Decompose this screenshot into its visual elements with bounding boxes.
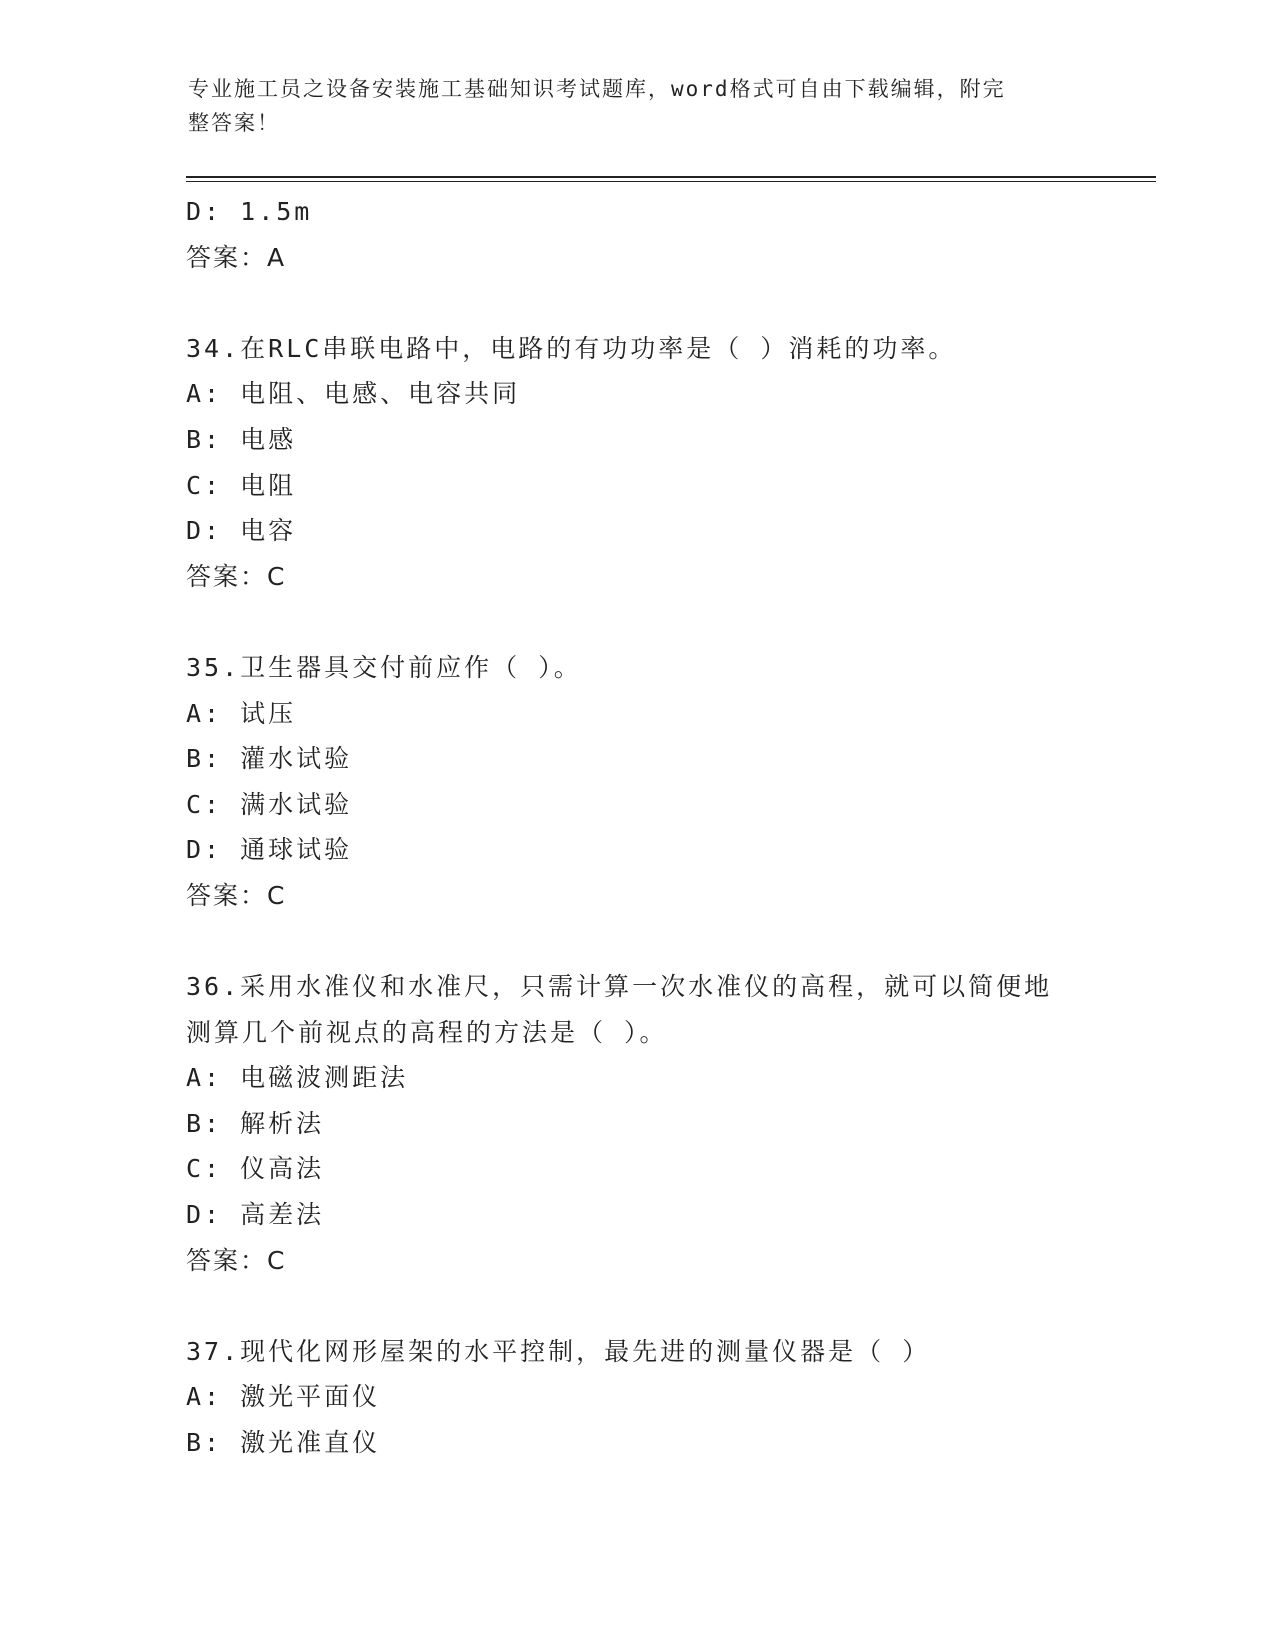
answer-line: 答案：C [186,561,287,591]
option-d: D: 通球试验 [186,835,353,865]
option-c: C: 电阻 [186,470,297,500]
option-b: B: 灌水试验 [186,744,353,774]
option-d: D: 电容 [186,516,297,546]
question-text: 34.在RLC串联电路中，电路的有功功率是（ ）消耗的功率。 [186,333,957,363]
question-text-line-2: 测算几个前视点的高程的方法是（ ）。 [186,1017,668,1047]
question-text: 35.卫生器具交付前应作（ ）。 [186,652,582,682]
header-line-1: 专业施工员之设备安装施工基础知识考试题库，word格式可自由下载编辑，附完 [188,77,1006,101]
option-b: B: 电感 [186,424,297,454]
question-34 [186,326,1086,600]
spacer [186,599,1086,645]
question-text-line-1: 36.采用水准仪和水准尺，只需计算一次水准仪的高程，就可以简便地 [186,972,1053,1002]
spacer [186,1283,1086,1329]
question-37 [186,1329,1086,1466]
question-35 [186,645,1086,919]
spacer [186,919,1086,965]
option-a: A: 试压 [186,698,297,728]
question-text: 37.现代化网形屋架的水平控制，最先进的测量仪器是（ ） [186,1336,931,1366]
question-list [186,189,1086,1466]
option-b: B: 激光准直仪 [186,1428,381,1458]
option-a: A: 电阻、电感、电容共同 [186,379,521,409]
answer-line: 答案：C [186,1245,287,1275]
answer-line: 答案：A [186,242,287,272]
answer-line: 答案：C [186,880,287,910]
header-divider-thin [186,181,1156,182]
option-c: C: 满水试验 [186,789,353,819]
option-b: B: 解析法 [186,1108,325,1138]
option-a: A: 激光平面仪 [186,1382,381,1412]
option-a: A: 电磁波测距法 [186,1063,409,1093]
header-line-2: 整答案！ [188,111,280,135]
option-d: D: 高差法 [186,1200,325,1230]
spacer [186,280,1086,326]
question-36 [186,964,1086,1283]
header-divider [186,176,1156,178]
option-d: D: 1.5m [186,197,313,226]
option-c: C: 仪高法 [186,1154,325,1184]
page-header [188,72,1068,140]
